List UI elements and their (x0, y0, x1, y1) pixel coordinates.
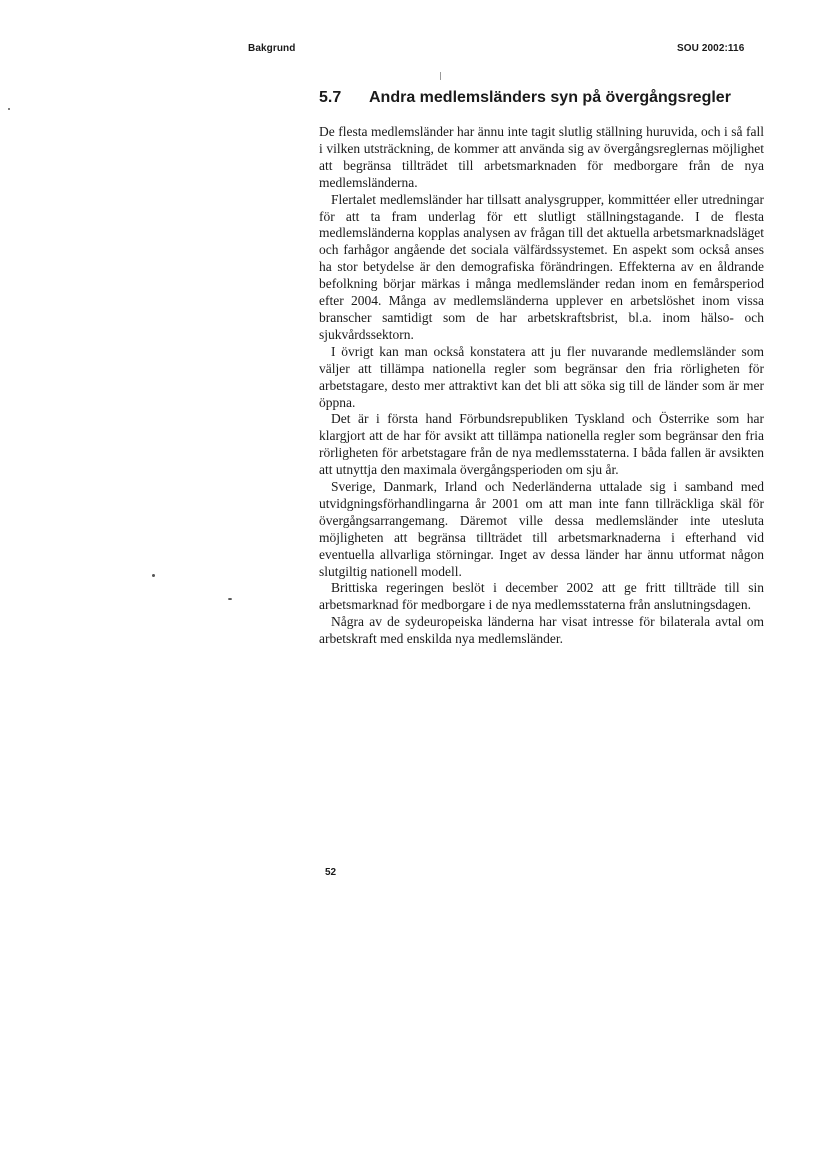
paragraph: Flertalet medlemsländer har tillsatt analysgrupper, kommittéer eller utredningar för att ta fram underlag för ett slutligt ställningstagande. I de flesta medlemsländerna kopplas analysen av frågan till det aktuella arbetsmarknadsläget och farhågor angående det sociala välfärdssystemet. En aspekt som också anses ha stor betydelse är den demografiska förändringen. Effekterna av en åldrande befolkning börjar märkas i många medlemsländer redan inom en femårsperiod efter 2004. Många av medlemsländerna upplever en arbetslöshet inom vissa branscher samtidigt som de har arbetskraftsbrist, bl.a. inom hälso- och sjukvårdssektorn. (319, 191, 764, 342)
page-number: 52 (325, 867, 337, 878)
scan-speck (228, 598, 232, 600)
paragraph: I övrigt kan man också konstatera att ju fler nuvarande medlemsländer som väljer att tillämpa nationella regler som begränsar den fria rörligheten för arbetstagare, desto mer attraktivt kan det bli att söka sig till de länder som är mer öppna. (319, 343, 764, 410)
scan-speck (440, 72, 441, 80)
scan-speck (8, 108, 10, 110)
paragraph: De flesta medlemsländer har ännu inte tagit slutlig ställning huruvida, och i så fall i vilken utsträckning, de kommer att använda sig av övergångsreglernas möjlighet att begränsa tillträdet till arbetsmarknaden för medborgare från de nya medlemsländerna. (319, 124, 764, 190)
paragraph: Sverige, Danmark, Irland och Nederländerna uttalade sig i samband med utvidgningsförhandlingarna år 2001 om att man inte fann tillräckliga skäl för övergångsarrangemang. Däremot ville dessa medlemsländer inte utesluta möjligheten att begränsa tillträdet till arbetsmarknaderna i efterhand vid eventuella allvarliga störningar. Inget av dessa länder har ännu utformat någon slutgiltig nationell modell. (319, 479, 764, 579)
paragraph: Brittiska regeringen beslöt i december 2002 att ge fritt tillträde till sin arbetsmarknad för medborgare i de nya medlemsstaterna från anslutningsdagen. (319, 580, 764, 613)
section-number: 5.7 (319, 89, 342, 106)
running-header-report-id: SOU 2002:116 (677, 43, 745, 54)
body-text (319, 124, 764, 648)
scan-speck (152, 574, 155, 577)
section-heading (319, 89, 759, 107)
paragraph: Det är i första hand Förbundsrepubliken Tyskland och Österrike som har klargjort att de har för avsikt att tillämpa nationella regler som begränsar den fria rörligheten för arbetstagare från de nya medlemsstaterna. I båda fallen är avsikten att utnyttja den maximala övergångsperioden om sju år. (319, 411, 764, 478)
section-title: Andra medlemsländers syn på övergångsregler (369, 89, 731, 106)
running-header-chapter: Bakgrund (248, 43, 296, 54)
paragraph: Några av de sydeuropeiska länderna har visat intresse för bilaterala avtal om arbetskraft med enskilda nya medlemsländer. (319, 614, 764, 647)
